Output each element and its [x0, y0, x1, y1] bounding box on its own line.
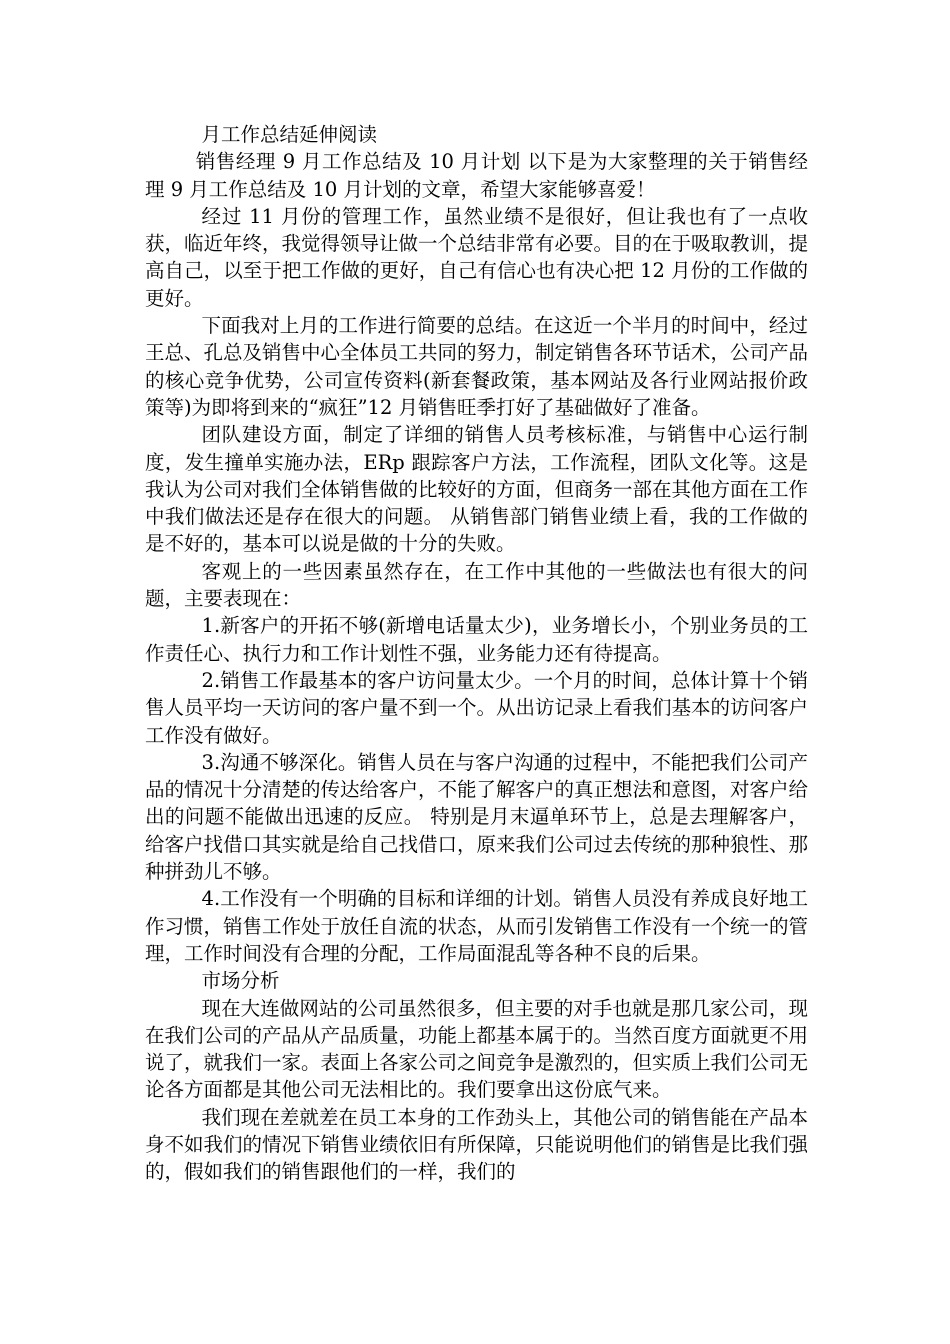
- body-paragraph: 团队建设方面，制定了详细的销售人员考核标准，与销售中心运行制度，发生撞单实施办法，ERp 跟踪客户方法，工作流程，团队文化等。这是我认为公司对我们全体销售做的比较好的方面，但商务一部在其他方面在工作中我们做法还是存在很大的问题。 从销售部门销售业绩上看，我的工作做的是不好的，基本可以说是做的十分的失败。: [145, 423, 809, 556]
- body-paragraph: 客观上的一些因素虽然存在，在工作中其他的一些做法也有很大的问题，主要表现在：: [145, 559, 808, 611]
- intro-paragraph: 销售经理 9 月工作总结及 10 月计划 以下是为大家整理的关于销售经理 9 月工作总结及 10 月计划的文章，希望大家能够喜爱！: [145, 150, 808, 201]
- section-heading: 市场分析: [201, 969, 280, 993]
- list-item-paragraph: 2.销售工作最基本的客户访问量太少。一个月的时间，总体计算十个销售人员平均一天访问的客户量不到一个。从出访记录上看我们基本的访问客户工作没有做好。: [145, 668, 809, 747]
- document-title: 月工作总结延伸阅读: [201, 123, 378, 146]
- body-paragraph: 现在大连做网站的公司虽然很多，但主要的对手也就是那几家公司，现在我们公司的产品从产品质量，功能上都基本属于的。当然百度方面就更不用说了，就我们一家。表面上各家公司之间竞争是激烈的，但实质上我们公司无论各方面都是其他公司无法相比的。我们要拿出这份底气来。: [145, 996, 809, 1102]
- body-paragraph: 下面我对上月的工作进行简要的总结。在这近一个半月的时间中，经过王总、孔总及销售中心全体员工共同的努力，制定销售各环节话术，公司产品的核心竞争优势，公司宣传资料(新套餐政策，基本网站及各行业网站报价政策等)为即将到来的“疯狂”12 月销售旺季打好了基础做好了准备。: [145, 314, 809, 419]
- list-item-paragraph: 1.新客户的开拓不够(新增电话量太少)，业务增长小，个别业务员的工作责任心、执行力和工作计划性不强，业务能力还有待提高。: [145, 614, 808, 665]
- list-item-paragraph: 3.沟通不够深化。销售人员在与客户沟通的过程中，不能把我们公司产品的情况十分清楚的传达给客户，不能了解客户的真正想法和意图，对客户给出的问题不能做出迅速的反应。 特别是月末逼单环节上，总是去理解客户，给客户找借口其实就是给自己找借口，原来我们公司过去传统的那种狼性、那种拼劲儿不够。: [145, 750, 809, 884]
- list-item-paragraph: 4.工作没有一个明确的目标和详细的计划。销售人员没有养成良好地工作习惯，销售工作处于放任自流的状态，从而引发销售工作没有一个统一的管理，工作时间没有合理的分配，工作局面混乱等各种不良的后果。: [145, 887, 809, 965]
- body-paragraph: 我们现在差就差在员工本身的工作劲头上，其他公司的销售能在产品本身不如我们的情况下销售业绩依旧有所保障，只能说明他们的销售是比我们强的，假如我们的销售跟他们的一样，我们的: [145, 1105, 809, 1184]
- document-body: [145, 121, 808, 1186]
- body-paragraph: 经过 11 月份的管理工作，虽然业绩不是很好，但让我也有了一点收获，临近年终，我觉得领导让做一个总结非常有必要。目的在于吸取教训，提高自己，以至于把工作做的更好，自己有信心也有决心把 12 月份的工作做的更好。: [145, 204, 809, 310]
